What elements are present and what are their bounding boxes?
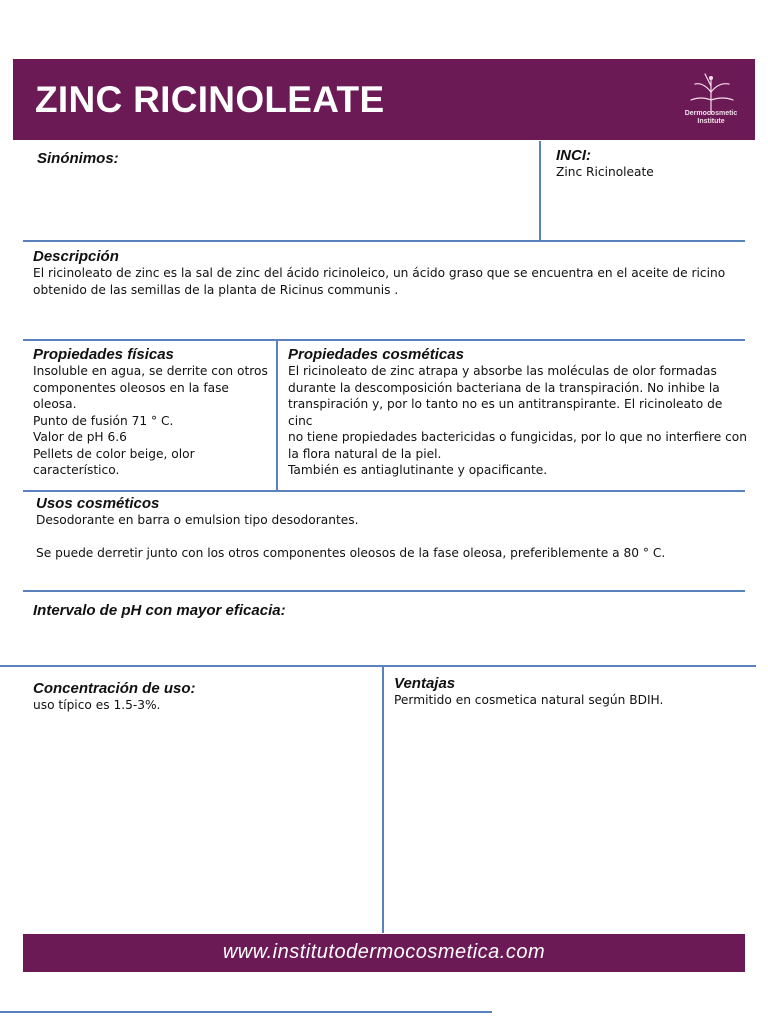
inci-label: INCI: xyxy=(556,147,591,164)
divider-horizontal-2 xyxy=(23,339,745,341)
usos-cosmeticos-label: Usos cosméticos xyxy=(36,495,160,512)
propiedades-cosmeticas-label: Propiedades cosméticas xyxy=(288,346,464,363)
footer-band xyxy=(23,934,745,972)
propiedades-fisicas-label: Propiedades físicas xyxy=(33,346,174,363)
logo-text: Dermocosmetic Institute xyxy=(684,110,738,125)
footer-website-link[interactable]: www.institutodermocosmetica.com xyxy=(222,941,546,963)
divider-bottom xyxy=(0,1011,492,1013)
concentracion-label: Concentración de uso: xyxy=(33,680,196,697)
ventajas-text: Permitido en cosmetica natural según BDIH. xyxy=(394,693,664,707)
divider-vertical-ventajas xyxy=(382,667,384,933)
divider-horizontal-4 xyxy=(23,590,745,592)
concentracion-text: uso típico es 1.5-3%. xyxy=(33,698,161,712)
propiedades-cosmeticas-text: El ricinoleato de zinc atrapa y absorbe las moléculas de olor formadas durante la descomposición bacteriana de la transpiración. No inhibe la transpiración y, por lo tanto no es un antitranspirante. El ricinoleato de cinc no tiene propiedades bactericidas o fungicidas, por lo que no interfiere con la flora natural de la piel. También es antiaglutinante y opacificante. xyxy=(288,364,747,477)
descripcion-label: Descripción xyxy=(33,248,119,265)
divider-vertical-inci xyxy=(539,141,541,241)
intervalo-ph-label: Intervalo de pH con mayor eficacia: xyxy=(33,602,286,619)
divider-horizontal-3 xyxy=(23,490,745,492)
page-title: ZINC RICINOLEATE xyxy=(35,79,385,120)
propiedades-fisicas-text: Insoluble en agua, se derrite con otros componentes oleosos en la fase oleosa. Punto de fusión 71 ° C. Valor de pH 6.6 Pellets de color beige, olor característico. xyxy=(33,364,268,477)
divider-horizontal-5 xyxy=(0,665,756,667)
inci-value: Zinc Ricinoleate xyxy=(556,165,654,179)
divider-vertical-propiedades xyxy=(276,341,278,491)
header-band xyxy=(13,59,755,140)
ventajas-label: Ventajas xyxy=(394,675,456,692)
descripcion-text: El ricinoleato de zinc es la sal de zinc del ácido ricinoleico, un ácido graso que se encuentra en el aceite de ricino obtenido de las semillas de la planta de Ricinus communis . xyxy=(33,266,726,297)
usos-cosmeticos-text: Desodorante en barra o emulsion tipo desodorantes. Se puede derretir junto con los otros componentes oleosos de la fase oleosa, preferiblemente a 80 ° C. xyxy=(36,513,666,560)
divider-horizontal-1 xyxy=(23,240,745,242)
sinonimos-label: Sinónimos: xyxy=(37,150,119,167)
